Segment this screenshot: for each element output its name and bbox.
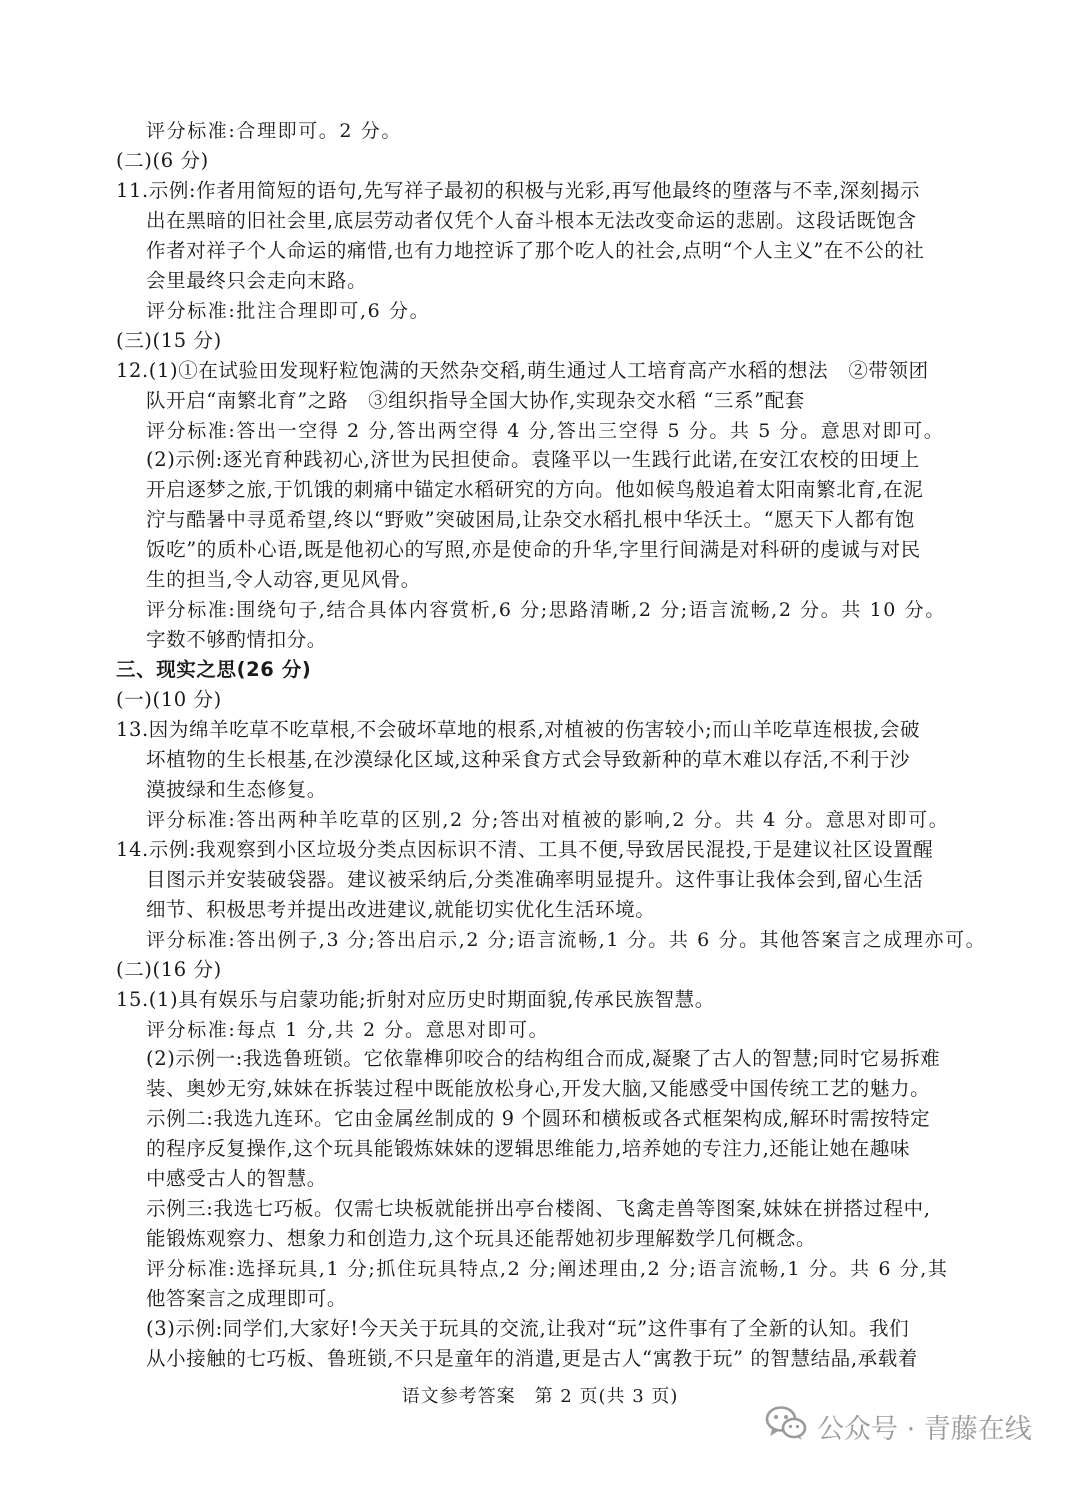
text-line: 开启逐梦之旅,于饥饿的刺痛中锚定水稻研究的方向。他如候鸟般追着太阳南繁北育,在泥	[146, 478, 924, 501]
text-line: 评分标准:围绕句子,结合具体内容赏析,6 分;思路清晰,2 分;语言流畅,2 分。共 10 分。	[146, 599, 946, 621]
text-line: 11.示例:作者用简短的语句,先写祥子最初的积极与光彩,再写他最终的堕落与不幸,深刻揭示	[116, 179, 921, 202]
text-line: 出在黑暗的旧社会里,底层劳动者仅凭个人奋斗根本无法改变命运的悲剧。这段话既饱含	[146, 209, 917, 232]
text-line: 评分标准:合理即可。2 分。	[146, 120, 402, 142]
text-line: 能锻炼观察力、想象力和创造力,这个玩具还能帮她初步理解数学几何概念。	[146, 1227, 817, 1250]
text-line: 示例三:我选七巧板。仅需七块板就能拼出亭台楼阁、飞禽走兽等图案,妹妹在拼搭过程中,	[146, 1197, 931, 1220]
text-line: 示例二:我选九连环。它由金属丝制成的 9 个圆环和横板或各式框架构成,解环时需按特定	[146, 1107, 931, 1130]
text-line: 漠披绿和生态修复。	[146, 778, 327, 801]
text-line: (二)(6 分)	[116, 149, 209, 172]
text-line: 评分标准:答出两种羊吃草的区别,2 分;答出对植被的影响,2 分。共 4 分。意思对即可。	[146, 809, 950, 831]
text-line: 装、奥妙无穷,妹妹在拆装过程中既能放松身心,开发大脑,又能感受中国传统工艺的魅力。	[146, 1077, 931, 1100]
text-line: 评分标准:每点 1 分,共 2 分。意思对即可。	[146, 1019, 550, 1041]
text-line: 12.(1)①在试验田发现籽粒饱满的天然杂交稻,萌生通过人工培育高产水稻的想法 ②带领团	[116, 359, 929, 382]
page-footer: 语文参考答案 第 2 页(共 3 页)	[401, 1386, 679, 1407]
text-line: (二)(16 分)	[116, 958, 222, 981]
text-line: 泞与酷暑中寻觅希望,终以“野败”突破困局,让杂交水稻扎根中华沃土。“愿天下人都有饱	[146, 508, 915, 531]
text-line: 坏植物的生长根基,在沙漠绿化区域,这种采食方式会导致新种的草木难以存活,不利于沙	[146, 748, 911, 771]
text-line: 饭吃”的质朴心语,既是他初心的写照,亦是使命的升华,字里行间满是对科研的虔诚与对民	[146, 538, 921, 561]
text-line: 生的担当,令人动容,更见风骨。	[146, 568, 421, 591]
text-line: 的程序反复操作,这个玩具能锻炼妹妹的逻辑思维能力,培养她的专注力,还能让她在趣味	[146, 1137, 911, 1160]
watermark	[765, 1404, 1032, 1448]
text-line: 队开启“南繁北育”之路 ③组织指导全国大协作,实现杂交水稻 “三系”配套	[146, 389, 805, 412]
text-line: (2)示例:逐光育种践初心,济世为民担使命。袁隆平以一生践行此诺,在安江农校的田埂上	[146, 448, 920, 471]
text-line: 中感受古人的智慧。	[146, 1167, 327, 1190]
text-line: (3)示例:同学们,大家好!今天关于玩具的交流,让我对“玩”这件事有了全新的认知。我们	[146, 1317, 910, 1340]
text-line: (三)(15 分)	[116, 329, 222, 352]
text-line: 从小接触的七巧板、鲁班锁,不只是童年的消遣,更是古人“寓教于玩” 的智慧结晶,承载着	[146, 1347, 918, 1370]
text-line: 作者对祥子个人命运的痛惜,也有力地控诉了那个吃人的社会,点明“个人主义”在不公的社	[146, 239, 925, 262]
text-line: 评分标准:批注合理即可,6 分。	[146, 300, 431, 322]
text-line: 评分标准:答出例子,3 分;答出启示,2 分;语言流畅,1 分。共 6 分。其他答案言之成理亦可。	[146, 929, 987, 951]
text-line: 15.(1)具有娱乐与启蒙功能;折射对应历史时期面貌,传承民族智慧。	[116, 988, 715, 1011]
text-line: 13.因为绵羊吃草不吃草根,不会破坏草地的根系,对植被的伤害较小;而山羊吃草连根拔,会破	[116, 718, 921, 741]
text-line: 字数不够酌情扣分。	[146, 628, 327, 651]
text-line: 评分标准:选择玩具,1 分;抓住玩具特点,2 分;阐述理由,2 分;语言流畅,1 分。共 6 分,其	[146, 1258, 949, 1280]
text-line: 目图示并安装破袋器。建议被采纳后,分类准确率明显提升。这件事让我体会到,留心生活	[146, 868, 924, 891]
wechat-icon	[765, 1405, 807, 1448]
text-line: 他答案言之成理即可。	[146, 1287, 348, 1310]
section-heading: 三、现实之思(26 分)	[116, 658, 312, 681]
text-line: (一)(10 分)	[116, 688, 222, 711]
text-line: 评分标准:答出一空得 2 分,答出两空得 4 分,答出三空得 5 分。共 5 分。意思对即可。	[146, 420, 945, 442]
text-line: 14.示例:我观察到小区垃圾分类点因标识不清、工具不便,导致居民混投,于是建议社区设置醒	[116, 838, 934, 861]
text-line: (2)示例一:我选鲁班锁。它依靠榫卯咬合的结构组合而成,凝聚了古人的智慧;同时它易拆难	[146, 1047, 941, 1070]
watermark-text: 公众号 · 青藤在线	[817, 1413, 1032, 1445]
text-line: 细节、积极思考并提出改进建议,就能切实优化生活环境。	[146, 898, 656, 921]
text-line: 会里最终只会走向末路。	[146, 269, 368, 292]
